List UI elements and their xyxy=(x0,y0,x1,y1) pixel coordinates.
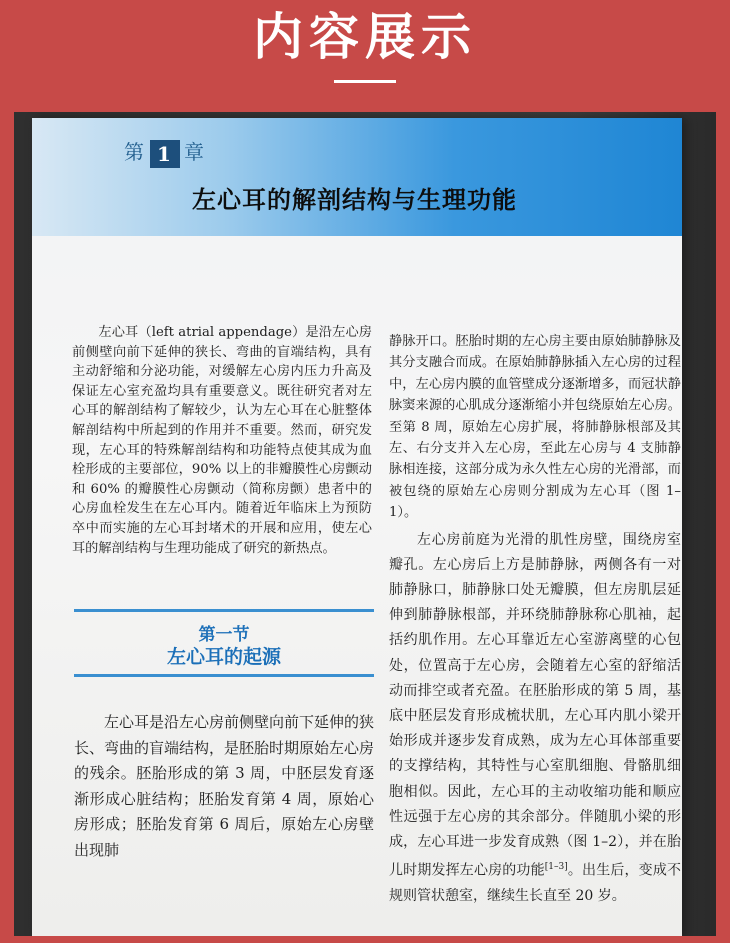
section-rule-top xyxy=(74,609,374,612)
section-paragraph: 左心耳是沿左心房前侧壁向前下延伸的狭长、弯曲的盲端结构，是胚胎时期原始左心房的残余。胚胎形成的第 3 周，中胚层发育逐渐形成心脏结构；胚胎发育第 4 周，原始心房形成；胚胎发育第 6 周后，原始左心房壁出现肺 xyxy=(74,713,375,859)
book-photo xyxy=(14,112,716,936)
chapter-label xyxy=(124,136,206,168)
section-rule-bottom xyxy=(74,674,374,677)
chapter-number-badge: 1 xyxy=(150,140,180,168)
right-paragraph-2-text: 左心房前庭为光滑的肌性房壁，围绕房室瓣孔。左心房后上方是肺静脉，两侧各有一对肺静脉口，肺静脉口处无瓣膜，但左房肌层延伸到肺静脉根部，并环绕肺静脉称心肌袖，起括约肌作用。左心耳靠近左心室游离壁的心包处，位置高于左心房，会随着左心室的舒缩活动而排空或者充盈。在胚胎形成的第 5 周，基底中胚层发育形成梳状肌，左心耳内肌小梁开始形成并逐步发育成熟，成为左心耳体部重要的支撑结构，其特性与心室肌细胞、骨骼肌细胞相似。因此，左心耳的主动收缩功能和顺应性远强于左心房的其余部分。伴随肌小梁的形成，左心耳进一步发育成熟（图 1–2），并在胎儿时期发挥左心房的功能 xyxy=(389,531,681,879)
chapter-header-band xyxy=(32,118,682,236)
chapter-prefix: 第 xyxy=(124,140,146,164)
citation-reference: [1–3] xyxy=(544,862,568,873)
right-paragraph-2 xyxy=(389,528,681,910)
right-paragraph-1: 静脉开口。胚胎时期的左心房主要由原始肺静脉及其分支融合而成。在原始肺静脉插入左心房的过程中，左心房内膜的血管壁成分逐渐增多，而冠状静脉窦来源的心肌成分逐渐缩小并包绕原始左心房。至第 8 周，原始左心房扩展，将肺静脉根部及其左、右分支并入左心房，至此左心房与 4 支肺静脉相连接，这部分成为永久性左心房的光滑部，而被包绕的原始左心房则分割成为左心耳（图 1–1）。 xyxy=(389,334,681,521)
section-title: 左心耳的起源 xyxy=(166,646,281,668)
right-paragraph-2-tail: 。出生后，变成不规则管状憩室，继续生长直至 20 岁。 xyxy=(389,862,682,905)
section-number: 第一节 xyxy=(198,625,250,645)
page-banner-title: 内容展示 xyxy=(253,8,477,66)
banner-underline xyxy=(334,80,396,83)
chapter-suffix: 章 xyxy=(184,140,206,164)
chapter-title: 左心耳的解剖结构与生理功能 xyxy=(192,186,517,214)
section-body-column xyxy=(74,710,374,863)
right-column xyxy=(389,331,681,909)
intro-paragraph: 左心耳（left atrial appendage）是沿左心房前侧壁向前下延伸的狭长、弯曲的盲端结构，具有主动舒缩和分泌功能，对缓解左心房内压力升高及保证左心室充盈均具有重要意义。既往研究者对左心耳的解剖结构了解较少，认为左心耳在心脏整体解剖结构中所起到的作用并不重要。然而，研究发现，左心耳的特殊解剖结构和功能特点使其成为血栓形成的主要部位，90% 以上的非瓣膜性心房颤动和 60% 的瓣膜性心房颤动（简称房颤）患者中的心房血栓发生在左心耳内。随着近年临床上为预防卒中而实施的左心耳封堵术的开展和应用，使左心耳的解剖结构与生理功能成了研究的新热点。 xyxy=(72,325,372,556)
intro-column xyxy=(72,323,372,558)
book-page xyxy=(32,118,682,936)
